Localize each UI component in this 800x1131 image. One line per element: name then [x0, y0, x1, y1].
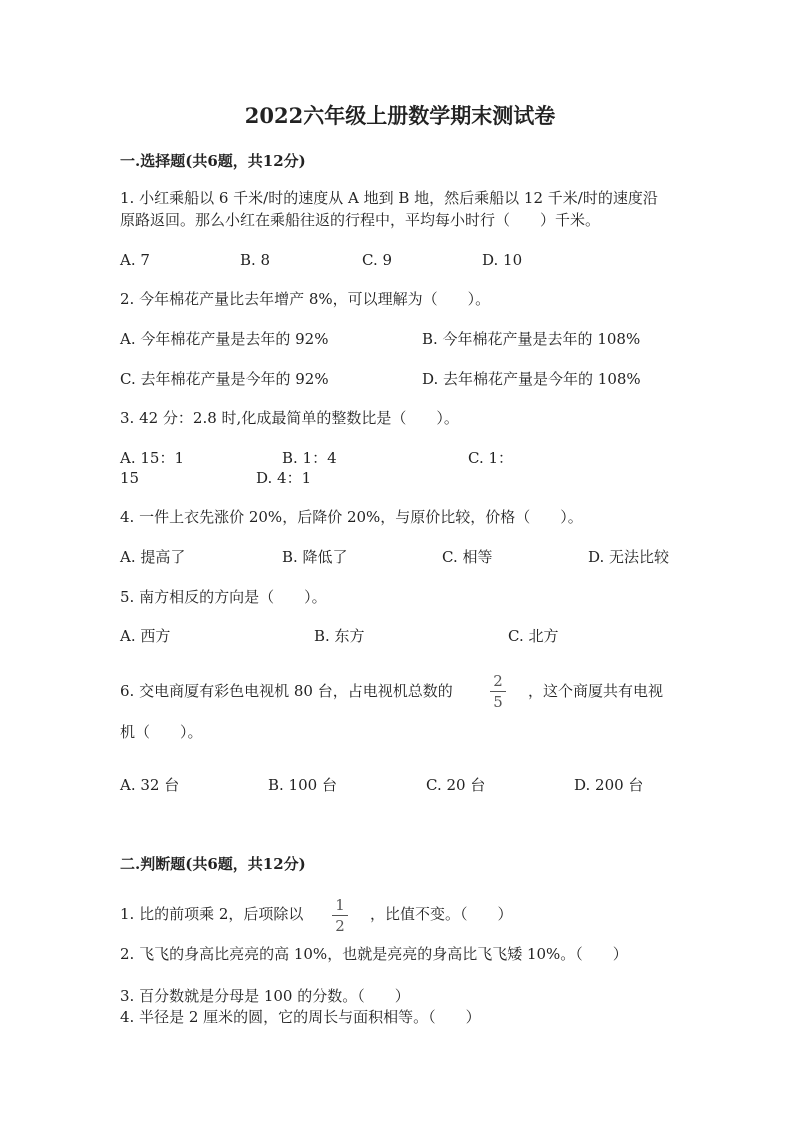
option-a: A. 西方	[120, 627, 171, 645]
question-1-line-1: 1. 小红乘船以 6 千米/时的速度从 A 地到 B 地，然后乘船以 12 千米/时的速度沿	[120, 189, 658, 207]
question-6-line-1: 6. 交电商厦有彩色电视机 80 台，占电视机总数的	[120, 682, 453, 700]
question-4: 4. 一件上衣先涨价 20%，后降价 20%，与原价比较，价格（ ）。	[120, 508, 583, 526]
fraction-two-fifths	[488, 672, 508, 711]
option-d: D. 10	[482, 251, 523, 269]
option-a: A. 32 台	[120, 776, 180, 794]
option-b: B. 降低了	[282, 548, 348, 566]
option-b: B. 1：4	[282, 449, 337, 467]
option-c: C. 去年棉花产量是今年的 92%	[120, 370, 329, 388]
section-heading-judgment: 二.判断题(共6题，共12分)	[120, 855, 306, 873]
fraction-numerator: 2	[493, 672, 503, 690]
option-c: C. 北方	[508, 627, 559, 645]
option-a: A. 提高了	[120, 548, 186, 566]
option-b: B. 东方	[314, 627, 365, 645]
option-c: C. 9	[362, 251, 393, 269]
option-d: D. 去年棉花产量是今年的 108%	[422, 370, 641, 388]
judgment-1: 1. 比的前项乘 2，后项除以	[120, 905, 304, 923]
judgment-2: 2. 飞飞的身高比亮亮的高 10%，也就是亮亮的身高比飞飞矮 10%。（ ）	[120, 945, 628, 963]
page-title: 2022六年级上册数学期末测试卷	[244, 103, 556, 128]
question-1-line-2: 原路返回。那么小红在乘船往返的行程中，平均每小时行（ ）千米。	[120, 211, 601, 229]
judgment-4: 4. 半径是 2 厘米的圆，它的周长与面积相等。（ ）	[120, 1008, 481, 1026]
option-c: C. 相等	[442, 548, 493, 566]
option-c: C. 1：	[468, 449, 514, 467]
fraction-bar	[332, 915, 348, 916]
option-a: A. 15：1	[120, 449, 184, 467]
fraction-denominator: 5	[493, 693, 503, 711]
fraction-numerator: 1	[335, 896, 345, 914]
option-d: D. 无法比较	[588, 548, 670, 566]
fraction-denominator: 2	[335, 917, 345, 935]
section-heading-choice: 一.选择题(共6题，共12分)	[120, 152, 306, 170]
option-c: C. 20 台	[426, 776, 486, 794]
question-5: 5. 南方相反的方向是（ ）。	[120, 588, 327, 606]
option-b: B. 今年棉花产量是去年的 108%	[422, 330, 641, 348]
option-a: A. 今年棉花产量是去年的 92%	[120, 330, 329, 348]
question-2: 2. 今年棉花产量比去年增产 8%，可以理解为（ ）。	[120, 290, 491, 308]
option-c-continuation: 15	[120, 469, 140, 487]
fraction-one-half	[330, 896, 350, 935]
option-d: D. 4：1	[256, 469, 312, 487]
option-b: B. 8	[240, 251, 271, 269]
option-d: D. 200 台	[574, 776, 644, 794]
question-3: 3. 42 分：2.8 时,化成最简单的整数比是（ ）。	[120, 409, 459, 427]
question-6-line-2: 机（ ）。	[120, 723, 203, 741]
option-a: A. 7	[120, 251, 150, 269]
judgment-1-end: ，比值不变。（ ）	[370, 905, 513, 923]
option-b: B. 100 台	[268, 776, 337, 794]
question-6-line-1-end: ，这个商厦共有电视	[528, 682, 664, 700]
fraction-bar	[490, 691, 506, 692]
judgment-3: 3. 百分数就是分母是 100 的分数。（ ）	[120, 987, 410, 1005]
